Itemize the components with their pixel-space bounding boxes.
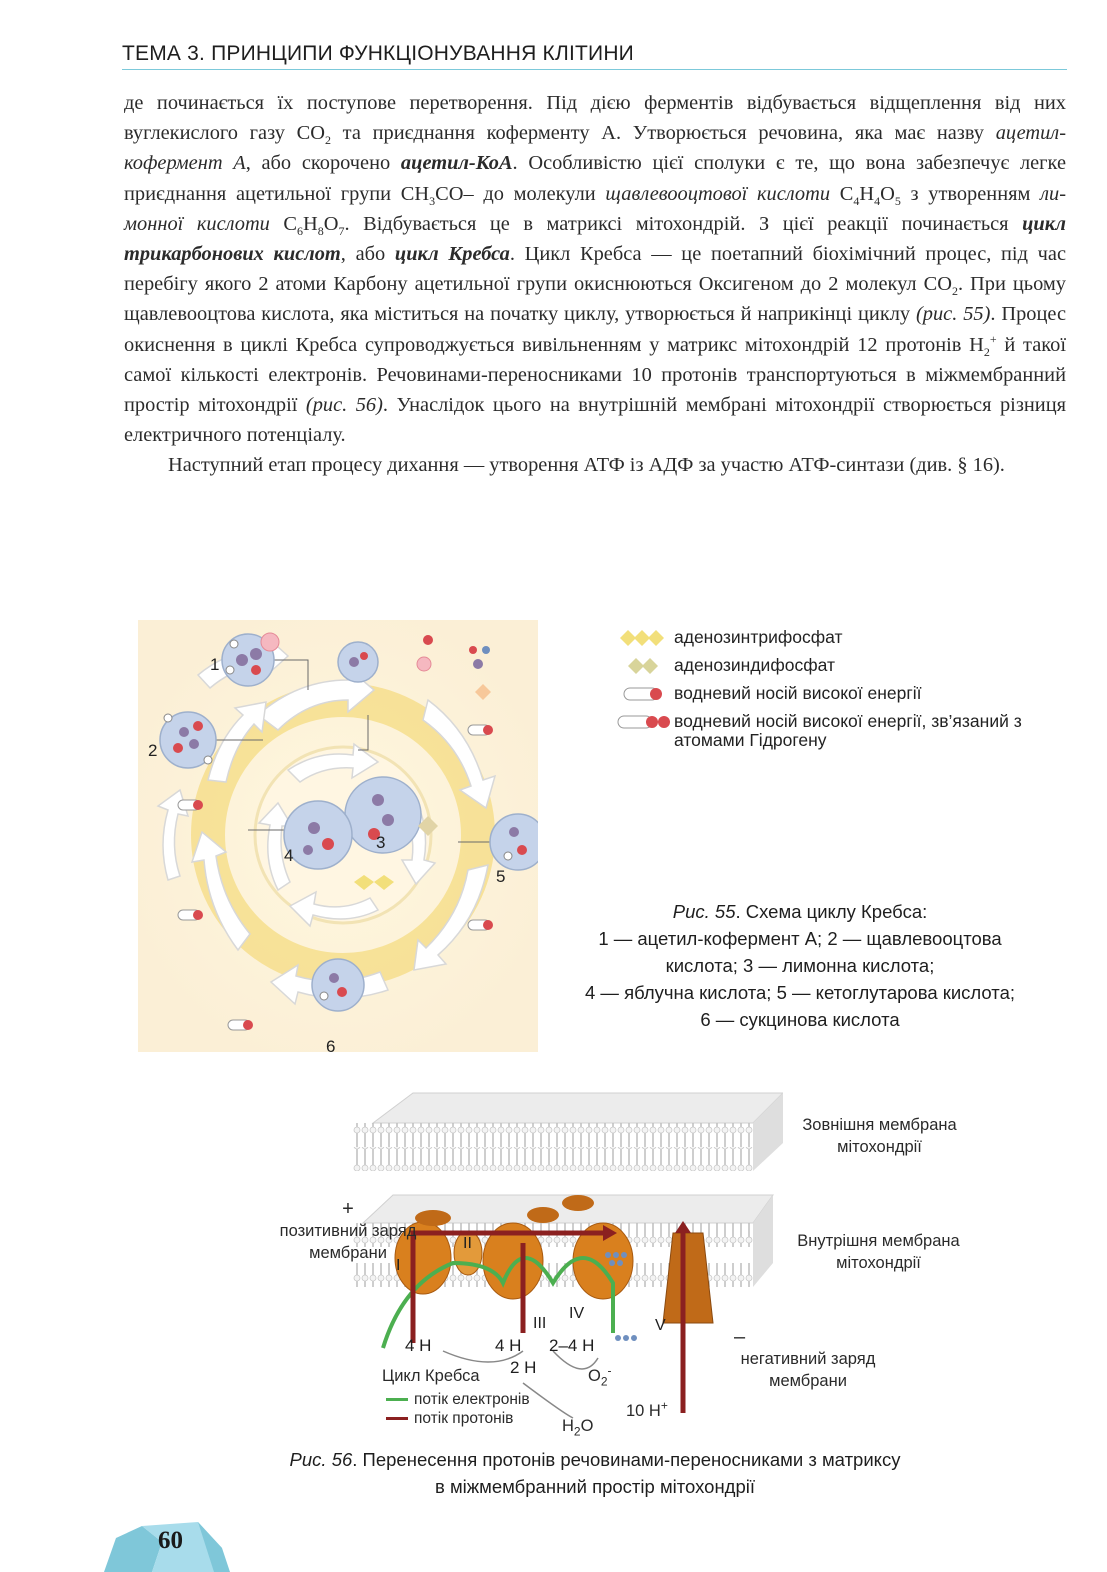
svg-text:II: II	[463, 1235, 472, 1252]
atp-icon	[616, 628, 672, 648]
carrier-bound-icon	[616, 712, 672, 732]
molecule-ketoglutarate	[490, 814, 538, 870]
negative-charge-label: – негативний заряд мембрани	[734, 1326, 876, 1390]
fig55-legend	[612, 628, 1072, 759]
page-header: ТЕМА 3. ПРИНЦИПИ ФУНКЦІОНУВАННЯ КЛІТИНИ	[122, 42, 1067, 70]
outer-membrane	[353, 1093, 783, 1171]
svg-text:4 Н: 4 Н	[495, 1336, 522, 1355]
legend-adp: аденозиндифосфат	[612, 656, 1072, 675]
svg-text:I: I	[396, 1257, 401, 1274]
inner-membrane-label: Внутрішня мембрана мітохондрії	[797, 1232, 960, 1272]
label-6: 6	[326, 1037, 336, 1052]
o2-label: $O_2^-$	[588, 1363, 612, 1389]
fig56-caption: Рис. 56. Перенесення протонів речовинами-переносниками з матриксу в міжмембранний простір мітохондрії	[289, 1449, 901, 1497]
molecule-succinate	[312, 959, 364, 1011]
paragraph-2: Наступний етап процесу дихання — утворення АТФ із АДФ за участю АТФ-синтази (див. § 16).	[168, 454, 1005, 477]
positive-charge-label: + позитивний заряд мембрани	[279, 1198, 417, 1262]
svg-text:2 Н: 2 Н	[510, 1358, 537, 1377]
electron-flow-icon	[386, 1398, 408, 1401]
svg-text:V: V	[655, 1317, 666, 1334]
krebs-cycle-diagram	[138, 620, 538, 1052]
label-3: 3	[376, 833, 386, 852]
label-4: 4	[284, 846, 294, 865]
legend-carrier-bound: водневий носій високої енергії, зв’язаний з атомами Гідрогену	[612, 712, 1072, 750]
svg-text:III: III	[533, 1315, 547, 1332]
label-5: 5	[496, 867, 506, 886]
flow-legend: потік електронів потік протонів	[386, 1390, 530, 1428]
molecule-oxaloacetate	[160, 712, 216, 768]
paragraph-1: де починається їх поступове перетворення. Під дією ферментів відбувається відщеплення від них вуглекислого газу $СО_2$ та приєднання коферменту А. Утворюється речовина, яка має назву ацетил-кофермент А, або скорочено ацетил-КоА. Особливістю цієї сполуки є те, що вона забезпечує легке приєднання ацетильної групи $СН_3СО-$ до молекули щавлевооцтової кислоти $С_4Н_4О_5$ з утворенням лимонної кислоти $С_6Н_8О_7$. Відбувається це в матриксі мітохондрій. З цієї реакції починається цикл трикарбонових кислот, або цикл Кребса. Цикл Кребса — це поетапний біохімічний процес, під час перебігу якого 2 атоми Карбону ацетильної групи окиснюються Оксигеном до 2 молекул $СО_2$. При цьому щавлевооцтова кислота, яка міститься на початку циклу, утворюється й наприкінці циклу (рис. 55). Процес окиснення в циклі Кребса супроводжується вивільненням у матрикс мітохондрій 12 протонів $Н_2^+$ й такої самої кількості електронів. Речовинами-переносниками 10 протонів транспортуються в міжмембранний простір мітохондрії (рис. 56). Унаслідок цього на внутрішній мембрані мітохондрії створюється різниця електричного потенціалу.	[124, 92, 1067, 447]
label-1: 1	[210, 655, 220, 674]
outer-membrane-label: Зовнішня мембрана мітохондрії	[802, 1116, 957, 1156]
h2o-label: $H_2O$	[562, 1417, 594, 1439]
fig55-caption: Рис. 55. Схема циклу Кребса: 1 — ацетил-кофермент А; 2 — щавлевооцтова кислота; 3 — лимонна кислота; 4 — яблучна кислота; 5 — кетоглутарова кислота; 6 — сукцинова кислота	[585, 901, 1015, 1030]
svg-text:IV: IV	[569, 1305, 585, 1322]
svg-text:4 Н: 4 Н	[405, 1336, 432, 1355]
page-number: 60	[158, 1527, 183, 1554]
legend-atp: аденозинтрифосфат	[612, 628, 1072, 647]
h10-label: 10 H+	[626, 1398, 668, 1420]
adp-icon	[616, 656, 672, 676]
legend-carrier: водневий носій високої енергії	[612, 684, 1072, 703]
proton-flow-icon	[386, 1417, 408, 1420]
krebs-label: Цикл Кребса	[382, 1367, 480, 1385]
svg-text:2–4 Н: 2–4 Н	[549, 1336, 595, 1355]
label-2: 2	[148, 741, 158, 760]
main-text	[124, 88, 1066, 481]
carrier-icon	[616, 684, 672, 704]
